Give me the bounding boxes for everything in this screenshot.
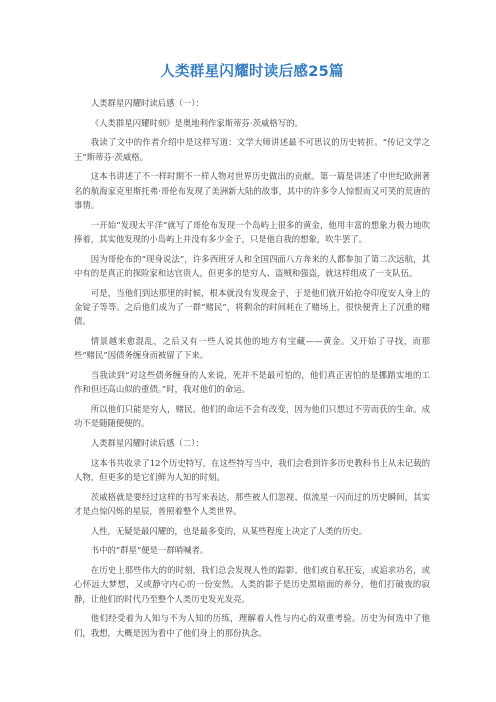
paragraph-9: 当我读到“对这些债务缠身的人来说，死并不是最可怕的，他们真正害怕的是挪踏实地的工作和但还高山似的重债。”时，我对他们的命运。 (74, 370, 430, 395)
paragraph-10: 所以他们只能是穷人，赌民。他们的命运不会有改变，因为他们只想过不劳而获的生命。成功不是随随便便的。 (74, 404, 430, 429)
paragraph-2: 《人类群星闪耀时刻》是奥地利作家斯蒂芬·茨威格写的。 (90, 117, 303, 128)
paragraph-16: 在历史上那些伟大的的时刻，我们总会发现人性的踪影。他们或自私狂妄，或追求功名，或心怀远大梦想，又或静守内心的一份安然。人类的影子是历史黑暗面的养分，他们打破夜的寂静，让他们的时代乃至整个人类历史发光发亮。 (74, 564, 430, 604)
paragraph-17: 他们经受着为人知与不为人知的历练，理解着人性与内心的双重考验。历史为何选中了他们，我想，大概是因为看中了他们身上的那份执念。 (74, 613, 430, 638)
paragraph-14: 人性，无疑是最闪耀的，也是最多变的，从某些程度上决定了人类的历史。 (90, 525, 368, 536)
paragraph-6: 因为哥伦布的“现身说法”，许多西班牙人和全国四面八方奔来的人都参加了第二次远航，其中有的是真正的探险家和达官贵人，但更多的是穷人、盗贼和强盗，就这样组成了一支队伍。 (74, 253, 430, 278)
paragraph-5: 一开始“发现太平洋”就写了哥伦布发现一个岛屿上很多的黄金，他用丰富的想象力极力地吹捧着，其实他发现的小岛屿上并没有多少金子，只是他自我的想象，吹牛罢了。 (74, 219, 430, 244)
paragraph-7: 可是，当他们到达那里的时候，根本就没有发现金子，于是他们就开始抢夺印度安人身上的金锭子等等。之后他们成为了一群“赌民”，将剩余的时间耗在了赌场上，很快便背上了沉重的赌债。 (74, 287, 430, 327)
paragraph-15: 书中的“群星”便是一群哨喊者。 (90, 545, 209, 556)
paragraph-13: 茨威格就是要经过这样的书写来表达，那些被人们忽视、似流星一闪而过的历史瞬间，其实才是点惊闪烁的星辰，普照着整个人类世界。 (74, 491, 430, 516)
paragraph-1: 人类群星闪耀时读后感（一）： (90, 98, 204, 108)
paragraph-4: 这本书讲述了不一样时期不一样人物对世界历史做出的贡献。第一篇是讲述了中世纪欧洲著名的航海家克里斯托弗·哥伦布发现了美洲新大陆的故事，其中的许多令人惊恨而又可笑的荒唐的事情。 (74, 171, 430, 210)
paragraph-11: 人类群星闪耀时读后感（二）： (90, 438, 204, 448)
document-body (74, 96, 430, 640)
document-title: 人类群星闪耀时读后感25篇 (160, 64, 344, 80)
paragraph-3: 我读了文中的作者介绍中是这样写道：文学大师讲述最不可思议的历史转折。“传记文学之王”斯蒂芬·茨威格。 (74, 137, 430, 162)
paragraph-8: 情景越来愈混乱，之后又有一些人说其他的地方有宝藏——黄金。又开始了寻找，而那些“赌民”因债务缠身而被留了下来。 (74, 336, 430, 361)
paragraph-12: 这本书共收录了12个历史特写，在这些特写当中，我们会看到许多历史教科书上从未记载的人物，但更多的是它们鲜为人知的时刻。 (74, 457, 430, 482)
